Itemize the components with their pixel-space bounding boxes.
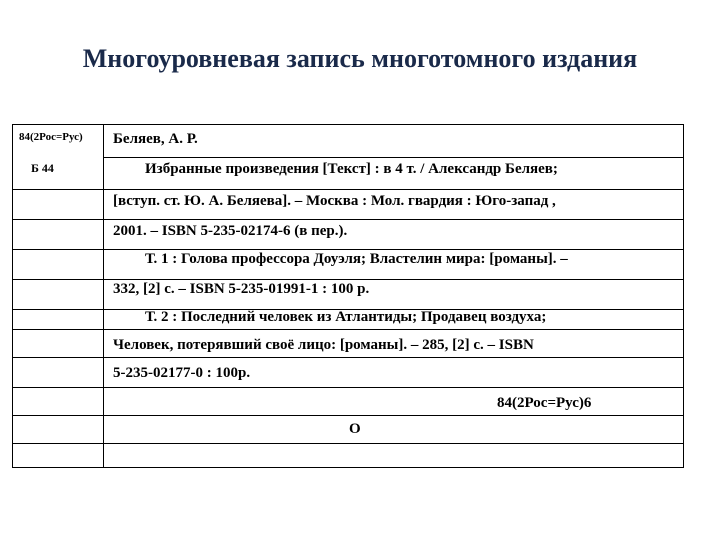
bottom-classification: 84(2Рос=Рус)6 [497, 395, 592, 411]
card-row-divider [13, 387, 683, 388]
bottom-mark: О [349, 421, 361, 437]
card-row-divider [13, 219, 683, 220]
card-line-volume-2: Т. 2 : Последний человек из Атлантиды; Продавец воздуха; [145, 309, 547, 325]
card-line-title: Избранные произведения [Текст] : в 4 т. / Александр Беляев; [145, 161, 558, 177]
card-row-divider [13, 443, 683, 444]
card-line-volume-2-isbn: 5-235-02177-0 : 100р. [113, 365, 251, 381]
card-line-author: Беляев, А. Р. [113, 131, 198, 147]
card-row-divider [13, 189, 683, 190]
card-line-imprint: [вступ. ст. Ю. А. Беляева]. – Москва : Мол. гвардия : Юго-запад , [113, 193, 556, 209]
classification-index: 84(2Рос=Рус) [19, 131, 83, 143]
card-line-volume-1: Т. 1 : Голова профессора Доуэля; Властелин мира: [романы]. – [145, 251, 568, 267]
card-row-divider [13, 415, 683, 416]
card-row-divider [103, 157, 683, 158]
card-line-volume-1-details: 332, [2] с. – ISBN 5-235-01991-1 : 100 р. [113, 281, 370, 297]
card-line-volume-2-continued: Человек, потерявший своё лицо: [романы]. – 285, [2] с. – ISBN [113, 337, 534, 353]
page-title: Многоуровневая запись многотомного издания [82, 44, 638, 73]
card-row-divider [13, 329, 683, 330]
card-row-divider [13, 249, 683, 250]
author-mark: Б 44 [31, 161, 54, 175]
card-row-divider [13, 279, 683, 280]
card-line-isbn: 2001. – ISBN 5-235-02174-6 (в пер.). [113, 223, 348, 239]
card-row-divider [13, 357, 683, 358]
catalog-card [12, 124, 684, 468]
